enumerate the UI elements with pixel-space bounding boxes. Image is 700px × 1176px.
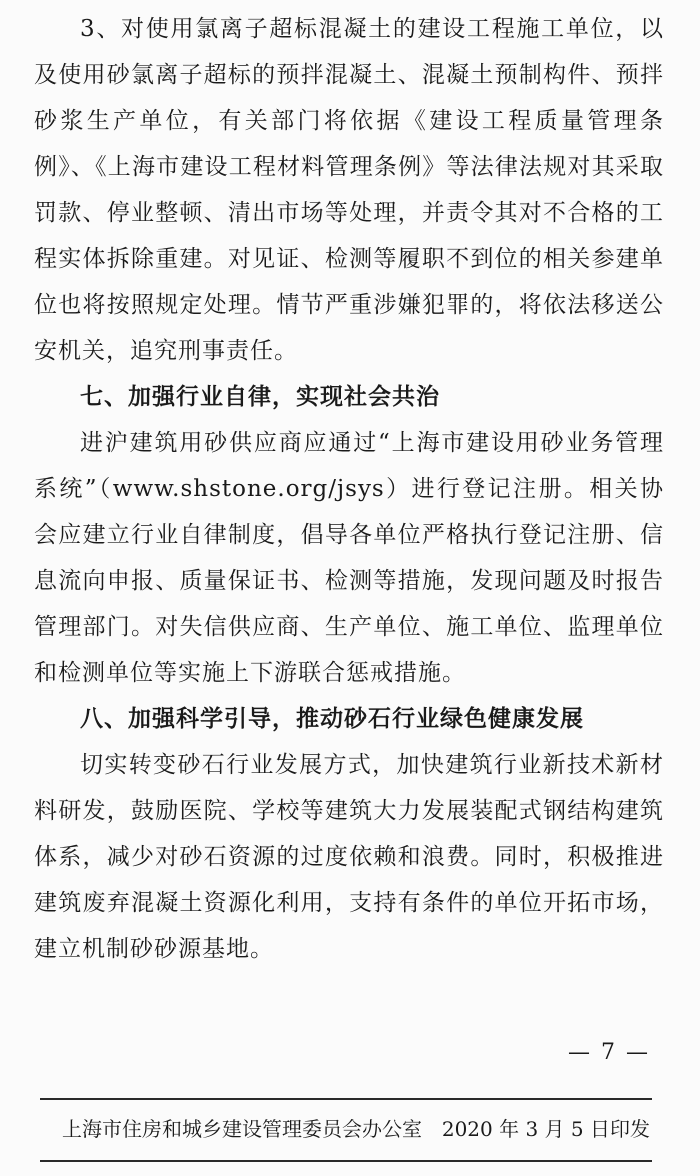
document-footer <box>62 1114 650 1144</box>
footer-rule-bottom <box>40 1160 652 1162</box>
paragraph-penalties: 3、对使用氯离子超标混凝土的建设工程施工单位，以及使用砂氯离子超标的预拌混凝土、混凝土预制构件、预拌砂浆生产单位，有关部门将依据《建设工程质量管理条例》、《上海市建设工程材料管理条例》等法律法规对其采取罚款、停业整顿、清出市场等处理，并责令其对不合格的工程实体拆除重建。对见证、检测等履职不到位的相关参建单位也将按照规定处理。情节严重涉嫌犯罪的，将依法移送公安机关，追究刑事责任。 <box>34 16 664 364</box>
section-heading-green-development: 八、加强科学引导，推动砂石行业绿色健康发展 <box>80 706 584 732</box>
footer-issuer: 上海市住房和城乡建设管理委员会办公室 <box>62 1117 422 1141</box>
paragraph-green-development: 切实转变砂石行业发展方式，加快建筑行业新技术新材料研发，鼓励医院、学校等建筑大力发展装配式钢结构建筑体系，减少对砂石资源的过度依赖和浪费。同时，积极推进建筑废弃混凝土资源化利用，支持有条件的单位开拓市场，建立机制砂砂源基地。 <box>34 752 664 962</box>
section-heading-self-discipline: 七、加强行业自律，实现社会共治 <box>80 384 440 410</box>
paragraph-self-discipline: 进沪建筑用砂供应商应通过“上海市建设用砂业务管理系统”（www.shstone.org/jsys）进行登记注册。相关协会应建立行业自律制度，倡导各单位严格执行登记注册、信息流向申报、质量保证书、检测等措施，发现问题及时报告管理部门。对失信供应商、生产单位、施工单位、监理单位和检测单位等实施上下游联合惩戒措施。 <box>34 430 664 686</box>
page-number: — 7 — <box>568 1040 650 1065</box>
footer-rule-top <box>40 1098 652 1100</box>
document-body <box>34 6 664 972</box>
footer-date: 2020 年 3 月 5 日印发 <box>441 1117 650 1141</box>
